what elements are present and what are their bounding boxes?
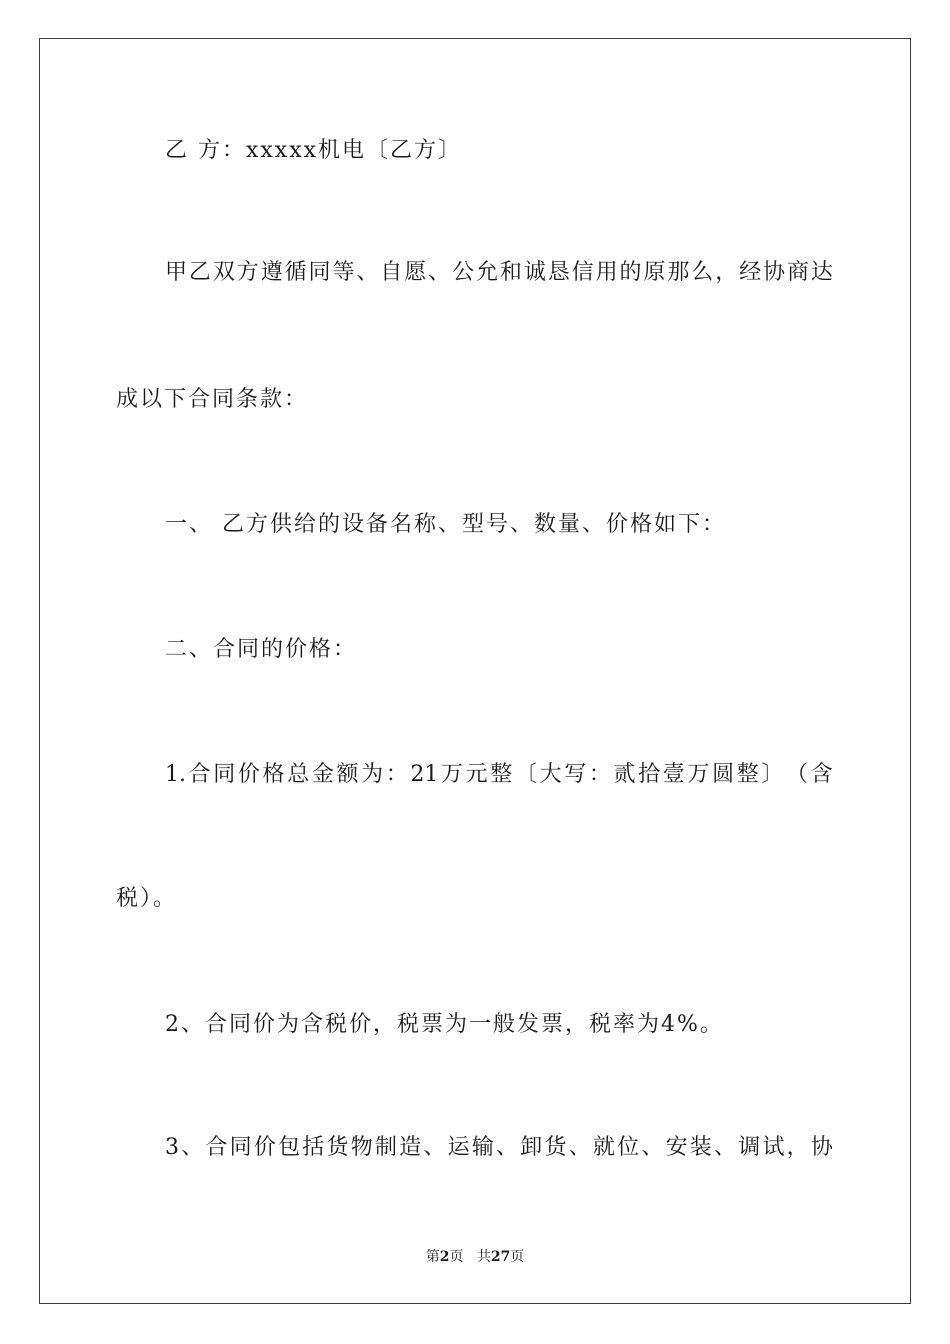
glyph: 诚 xyxy=(523,260,546,285)
glyph: 〕 xyxy=(761,762,784,787)
glyph: 愿 xyxy=(404,260,427,285)
glyph: 乙 xyxy=(188,260,211,285)
glyph: 万 xyxy=(441,762,464,787)
glyph: 同 xyxy=(308,260,331,285)
glyph: 装 xyxy=(689,1135,712,1160)
glyph: 含 xyxy=(810,762,833,787)
glyph: 用 xyxy=(595,260,618,285)
glyph: 拾 xyxy=(638,762,661,787)
glyph: 万 xyxy=(687,762,710,787)
glyph: 〔 xyxy=(514,762,537,787)
glyph: 合 xyxy=(188,762,211,787)
glyph: 公 xyxy=(452,260,475,285)
glyph: 、 xyxy=(423,1135,446,1160)
clause-1-heading: 一、 乙方供给的设备名称、型号、数量、价格如下： xyxy=(165,512,726,537)
page-border xyxy=(39,38,911,1304)
glyph: 运 xyxy=(447,1135,470,1160)
glyph: 写 xyxy=(564,762,587,787)
glyph: 原 xyxy=(643,260,666,285)
price-item-1-line-2: 税）。 xyxy=(116,886,178,911)
glyph: 信 xyxy=(571,260,594,285)
glyph: ， xyxy=(786,1135,809,1160)
glyph: 循 xyxy=(284,260,307,285)
glyph: 、 xyxy=(568,1135,591,1160)
glyph: 、 xyxy=(714,1135,737,1160)
glyph: 输 xyxy=(471,1135,494,1160)
glyph: 、 xyxy=(356,260,379,285)
glyph: 格 xyxy=(262,762,285,787)
clause-2-heading: 二、合同的价格： xyxy=(165,637,358,662)
glyph: 大 xyxy=(539,762,562,787)
glyph: 等 xyxy=(332,260,355,285)
glyph: 3 xyxy=(165,1135,179,1160)
glyph: 壹 xyxy=(662,762,685,787)
glyph: 、 xyxy=(641,1135,664,1160)
price-item-3-line-1 xyxy=(165,1133,833,1163)
glyph: 允 xyxy=(475,260,498,285)
glyph: 遵 xyxy=(260,260,283,285)
glyph: 协 xyxy=(763,260,786,285)
glyph: 制 xyxy=(374,1135,397,1160)
glyph: 达 xyxy=(810,260,833,285)
glyph: 括 xyxy=(302,1135,325,1160)
glyph: 安 xyxy=(665,1135,688,1160)
price-item-1-line-1 xyxy=(165,760,833,790)
glyph: 卸 xyxy=(520,1135,543,1160)
footer-current-page: 2 xyxy=(439,1249,450,1265)
glyph: 1. xyxy=(165,762,186,787)
glyph: 贰 xyxy=(613,762,636,787)
glyph: 、 xyxy=(428,260,451,285)
glyph: 总 xyxy=(287,762,310,787)
footer-page-prefix: 第 xyxy=(425,1249,440,1265)
glyph: 商 xyxy=(786,260,809,285)
glyph: 价 xyxy=(237,762,260,787)
glyph: 同 xyxy=(229,1135,252,1160)
glyph: 那 xyxy=(667,260,690,285)
price-item-2: 2、合同价为含税价，税票为一般发票，税率为4%。 xyxy=(165,1012,724,1037)
glyph: 协 xyxy=(810,1135,833,1160)
glyph: 为 xyxy=(361,762,384,787)
glyph: 调 xyxy=(738,1135,761,1160)
glyph: 和 xyxy=(499,260,522,285)
glyph: 恳 xyxy=(547,260,570,285)
glyph: 元 xyxy=(465,762,488,787)
footer-total-suffix: 页 xyxy=(510,1249,525,1265)
glyph: ： xyxy=(588,762,611,787)
preamble-line-1 xyxy=(165,258,833,288)
glyph: 位 xyxy=(617,1135,640,1160)
glyph: 整 xyxy=(490,762,513,787)
glyph: 物 xyxy=(350,1135,373,1160)
glyph: 方 xyxy=(236,260,259,285)
preamble-line-2: 成以下合同条款： xyxy=(116,387,309,412)
glyph: 的 xyxy=(619,260,642,285)
glyph: 双 xyxy=(212,260,235,285)
glyph: 货 xyxy=(544,1135,567,1160)
glyph: 造 xyxy=(399,1135,422,1160)
glyph: 甲 xyxy=(165,260,188,285)
glyph: 合 xyxy=(205,1135,228,1160)
glyph: 、 xyxy=(496,1135,519,1160)
party-b-line: 乙 方：xxxxx机电〔乙方〕 xyxy=(165,138,463,163)
glyph: 价 xyxy=(253,1135,276,1160)
page-footer xyxy=(0,1248,950,1266)
glyph: 么 xyxy=(691,260,714,285)
glyph: 金 xyxy=(311,762,334,787)
glyph: 、 xyxy=(181,1135,204,1160)
glyph: （ xyxy=(785,762,808,787)
glyph: 额 xyxy=(336,762,359,787)
footer-page-suffix: 页 xyxy=(449,1249,464,1265)
glyph: ： xyxy=(385,762,408,787)
glyph: 自 xyxy=(380,260,403,285)
footer-total-pages: 27 xyxy=(490,1249,511,1265)
glyph: 试 xyxy=(762,1135,785,1160)
glyph: 货 xyxy=(326,1135,349,1160)
glyph: 经 xyxy=(739,260,762,285)
glyph: 整 xyxy=(736,762,759,787)
glyph: 包 xyxy=(278,1135,301,1160)
glyph: 就 xyxy=(592,1135,615,1160)
glyph: 21 xyxy=(410,762,439,787)
glyph: 圆 xyxy=(712,762,735,787)
glyph: ， xyxy=(715,260,738,285)
footer-total-prefix: 共 xyxy=(476,1249,491,1265)
glyph: 同 xyxy=(213,762,236,787)
